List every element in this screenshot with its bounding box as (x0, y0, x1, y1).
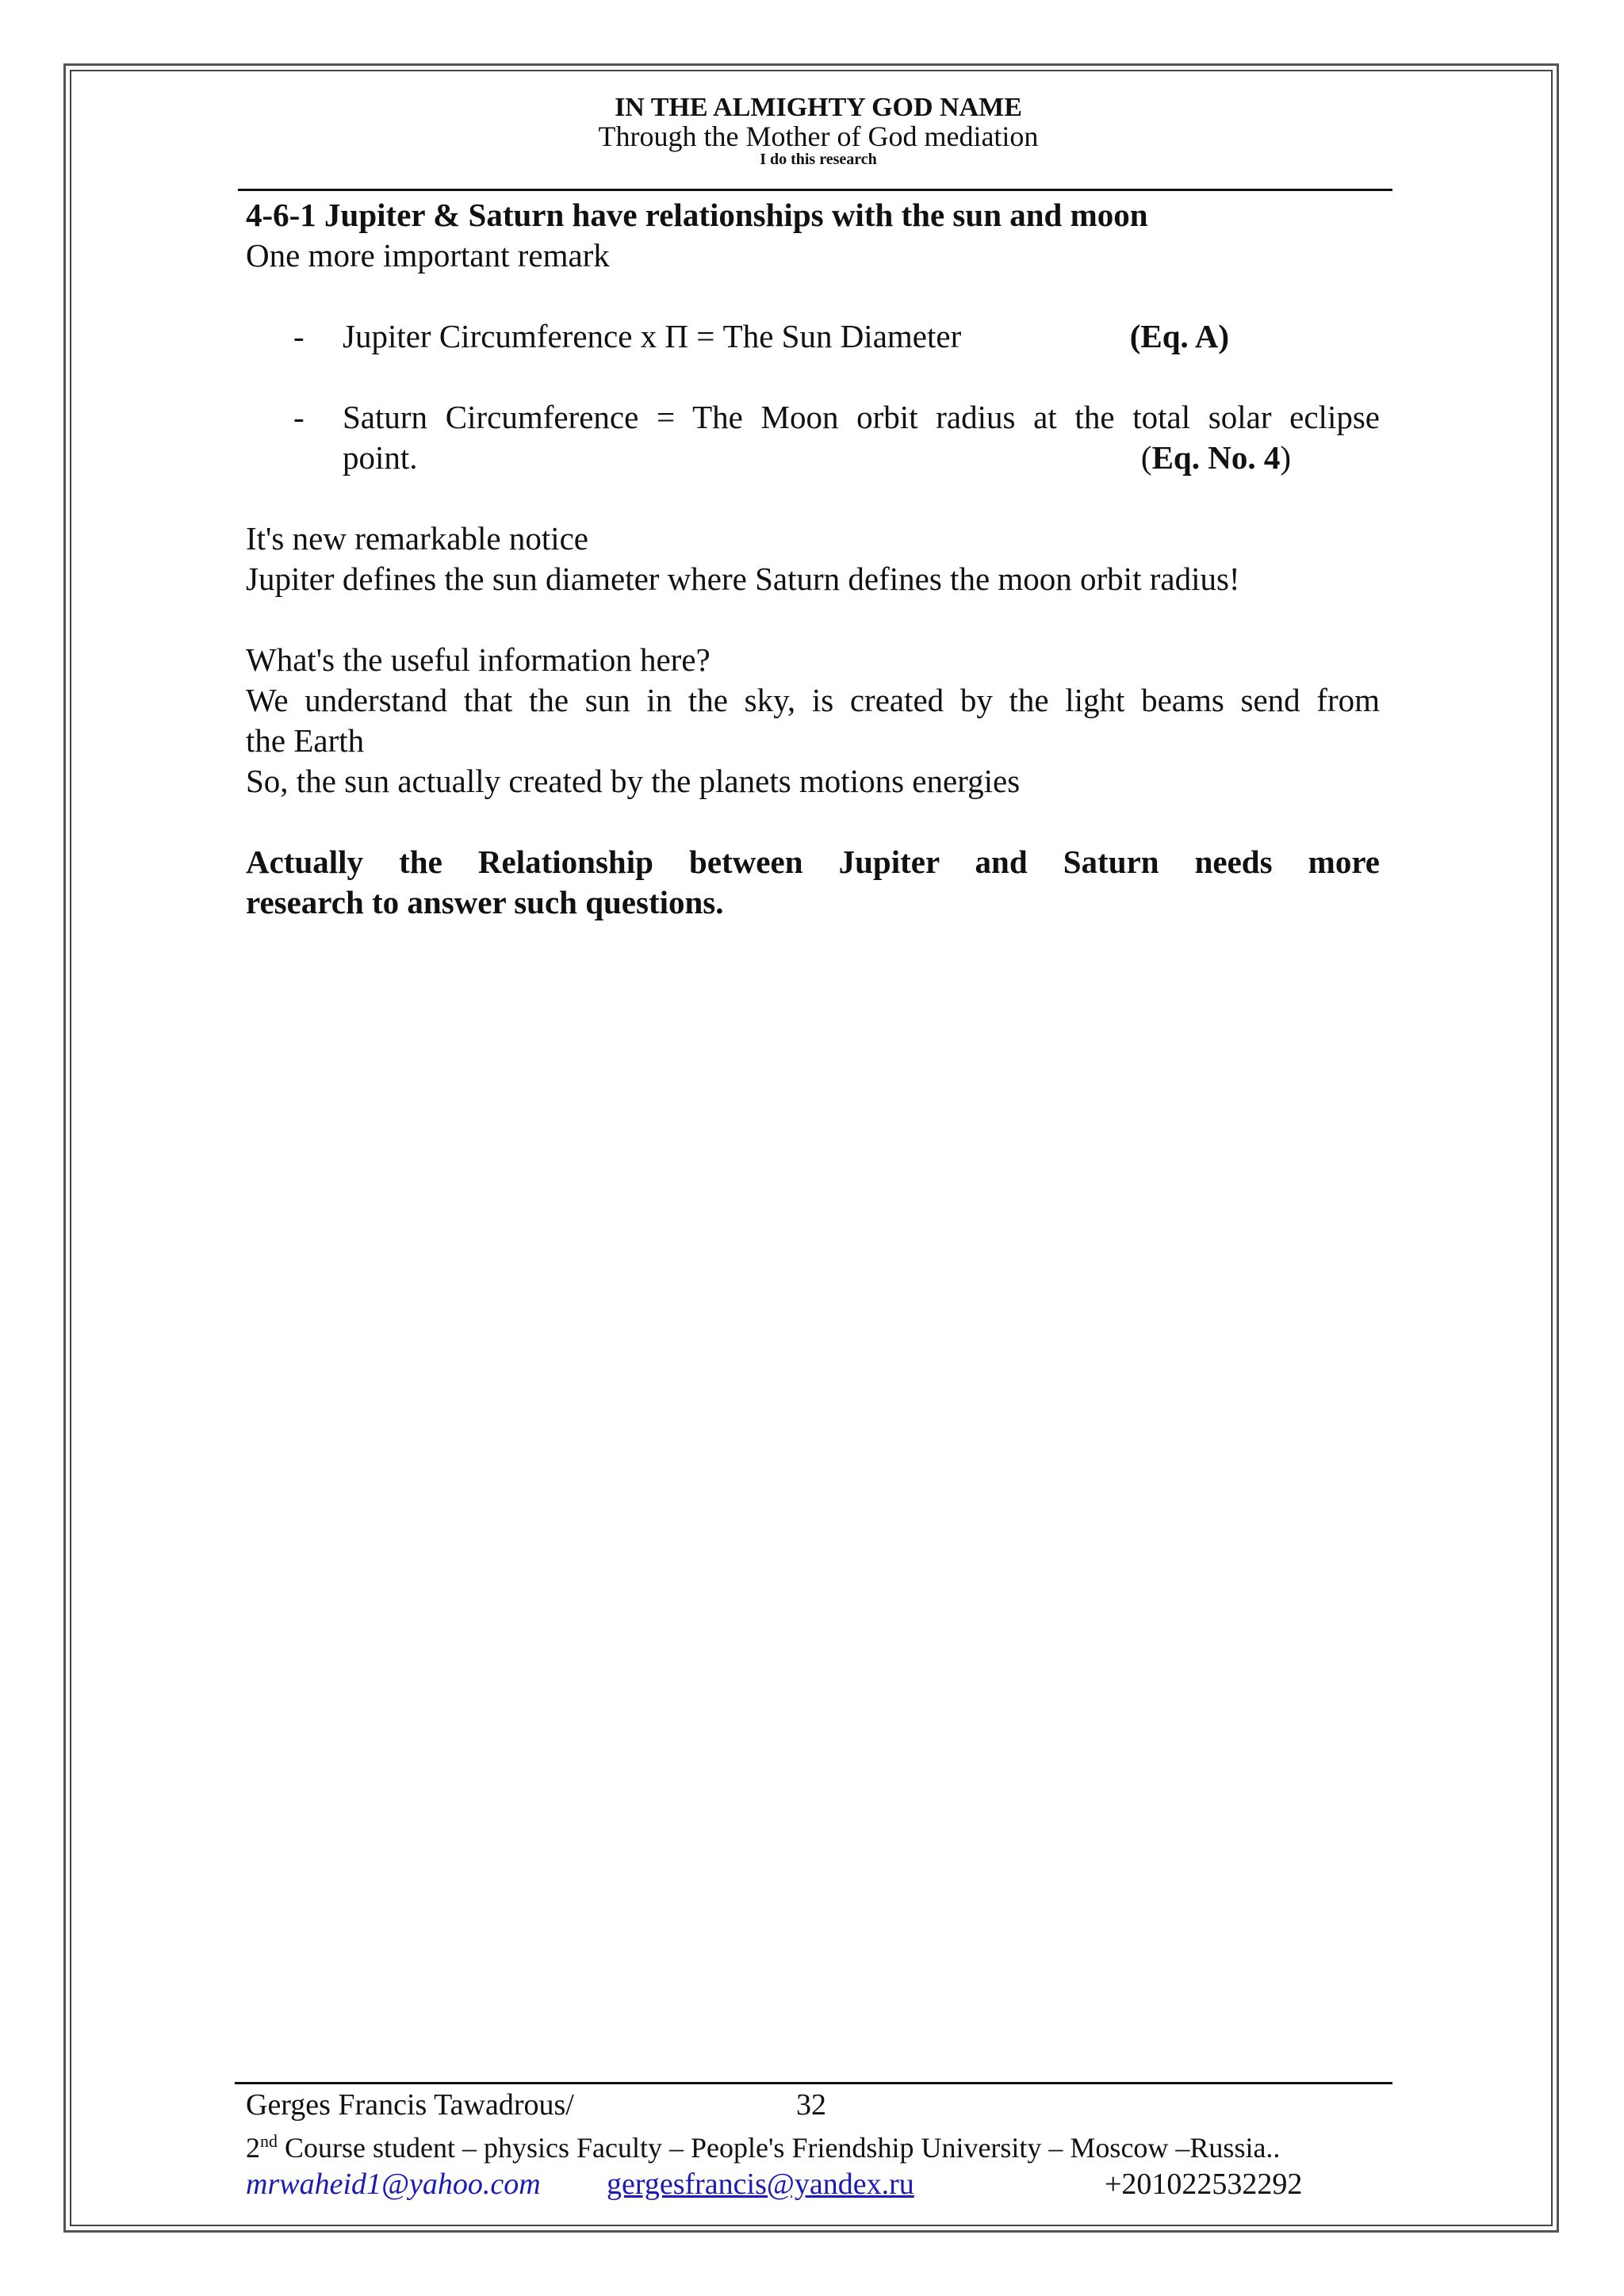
bullet-dash: - (293, 318, 304, 354)
page-header (246, 94, 1391, 168)
section-heading: 4-6-1 Jupiter & Saturn have relationships with the sun and moon (246, 197, 1148, 233)
header-title: IN THE ALMIGHTY GOD NAME (615, 93, 1022, 122)
header-divider (238, 189, 1392, 191)
bullet-text: Jupiter Circumference x Π = The Sun Diameter (343, 318, 962, 354)
list-item (246, 316, 1380, 357)
bullet-text-continued: point. (343, 439, 418, 476)
footer-author: Gerges Francis Tawadrous/ (246, 2088, 574, 2122)
paragraph-line: It's new remarkable notice (246, 520, 589, 557)
paragraph-line: So, the sun actually created by the planets motions energies (246, 763, 1021, 799)
footer-divider (235, 2082, 1392, 2084)
page-number: 32 (796, 2088, 826, 2122)
paragraph-line: Jupiter defines the sun diameter where Saturn defines the moon orbit radius! (246, 561, 1240, 597)
email-link-yahoo[interactable]: mrwaheid1@yahoo.com (246, 2168, 541, 2201)
conclusion-line: Actually the Relationship between Jupiter and Saturn needs more (246, 844, 1380, 880)
footer-phone: +201022532292 (1105, 2168, 1303, 2201)
page-footer (246, 2087, 1380, 2202)
paragraph-line: We understand that the sun in the sky, is created by the light beams send from (246, 682, 1380, 718)
paragraph-line: the Earth (246, 722, 365, 759)
bullet-text: Saturn Circumference = The Moon orbit radius at the total solar eclipse (343, 399, 1380, 435)
equation-label: (Eq. No. 4) (1140, 439, 1291, 476)
equation-label: (Eq. A) (1129, 318, 1229, 354)
header-subtitle: Through the Mother of God mediation (598, 120, 1039, 152)
header-note: I do this research (760, 151, 877, 169)
main-content (246, 195, 1380, 923)
bullet-dash: - (293, 399, 304, 435)
footer-affiliation: 2nd Course student – physics Faculty – People's Friendship University – Moscow –Russia.. (246, 2131, 1281, 2164)
conclusion-line: research to answer such questions. (246, 884, 724, 920)
paragraph-line: What's the useful information here? (246, 641, 710, 678)
list-item (246, 397, 1380, 478)
section-intro: One more important remark (246, 237, 610, 274)
email-link-yandex[interactable]: gergesfrancis@yandex.ru (607, 2168, 914, 2201)
